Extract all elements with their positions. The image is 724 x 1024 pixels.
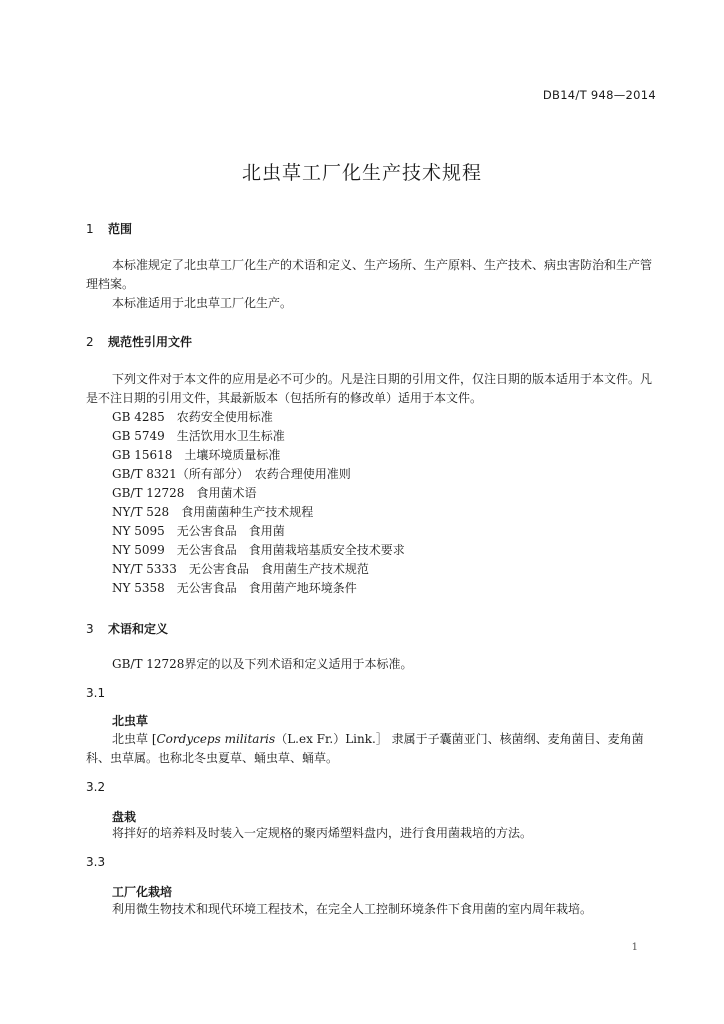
reference-item: GB 4285 农药安全使用标准 [112,410,273,424]
normative-intro-paragraph: 下列文件对于本文件的应用是必不可少的。凡是注日期的引用文件，仅注日期的版本适用于本文件。凡是不注日期的引用文件，其最新版本（包括所有的修改单）适用于本文件。 [86,372,653,405]
reference-item: NY/T 528 食用菌菌种生产技术规程 [112,505,314,519]
reference-item: NY 5358 无公害食品 食用菌产地环境条件 [112,581,357,595]
standard-code: DB14/T 948—2014 [542,88,656,102]
definition-prefix: 北虫草 [ [112,732,157,746]
term-definition: 利用微生物技术和现代环境工程技术，在完全人工控制环境条件下食用菌的室内周年栽培。 [112,902,593,916]
scope-paragraph-1: 本标准规定了北虫草工厂化生产的术语和定义、生产场所、生产原料、生产技术、病虫害防治和生产管理档案。 [86,258,653,291]
document-title: 北虫草工厂化生产技术规程 [241,162,482,184]
term-name: 北虫草 [112,714,149,728]
term-number: 3.3 [86,855,106,869]
latin-name: Cordyceps militaris [156,732,276,746]
section-number: 3 [86,622,94,636]
reference-item: NY 5095 无公害食品 食用菌 [112,524,285,538]
page-number: 1 [631,942,638,953]
reference-item: GB/T 12728 食用菌术语 [112,486,257,500]
term-name: 盘栽 [112,810,137,824]
section-title: 范围 [108,222,133,236]
section-number: 2 [86,335,94,349]
term-number: 3.2 [86,780,106,794]
scope-paragraph-2: 本标准适用于北虫草工厂化生产。 [112,296,293,310]
section-title: 规范性引用文件 [108,335,193,349]
section-1-heading [86,220,132,237]
section-2-heading [86,333,192,350]
term-name: 工厂化栽培 [112,885,173,899]
term-definition [86,730,658,768]
term-number: 3.1 [86,686,106,700]
reference-item: GB 5749 生活饮用水卫生标准 [112,429,285,443]
terms-intro-paragraph: GB/T 12728界定的以及下列术语和定义适用于本标准。 [112,657,413,671]
reference-item: NY 5099 无公害食品 食用菌栽培基质安全技术要求 [112,543,405,557]
section-title: 术语和定义 [108,622,169,636]
definition-body: （L.ex Fr.）Link.］ 隶属于子囊菌亚门、核菌纲、麦角菌目、麦角菌科、虫草属。也称北冬虫夏草、蛹虫草、蛹草。 [86,732,644,765]
reference-item: GB/T 8321（所有部分） 农药合理使用准则 [112,467,351,481]
reference-item: GB 15618 土壤环境质量标准 [112,448,281,462]
section-number: 1 [86,222,94,236]
reference-item: NY/T 5333 无公害食品 食用菌生产技术规范 [112,562,369,576]
section-3-heading [86,620,168,637]
term-definition: 将拌好的培养料及时装入一定规格的聚丙烯塑料盘内，进行食用菌栽培的方法。 [112,826,533,840]
